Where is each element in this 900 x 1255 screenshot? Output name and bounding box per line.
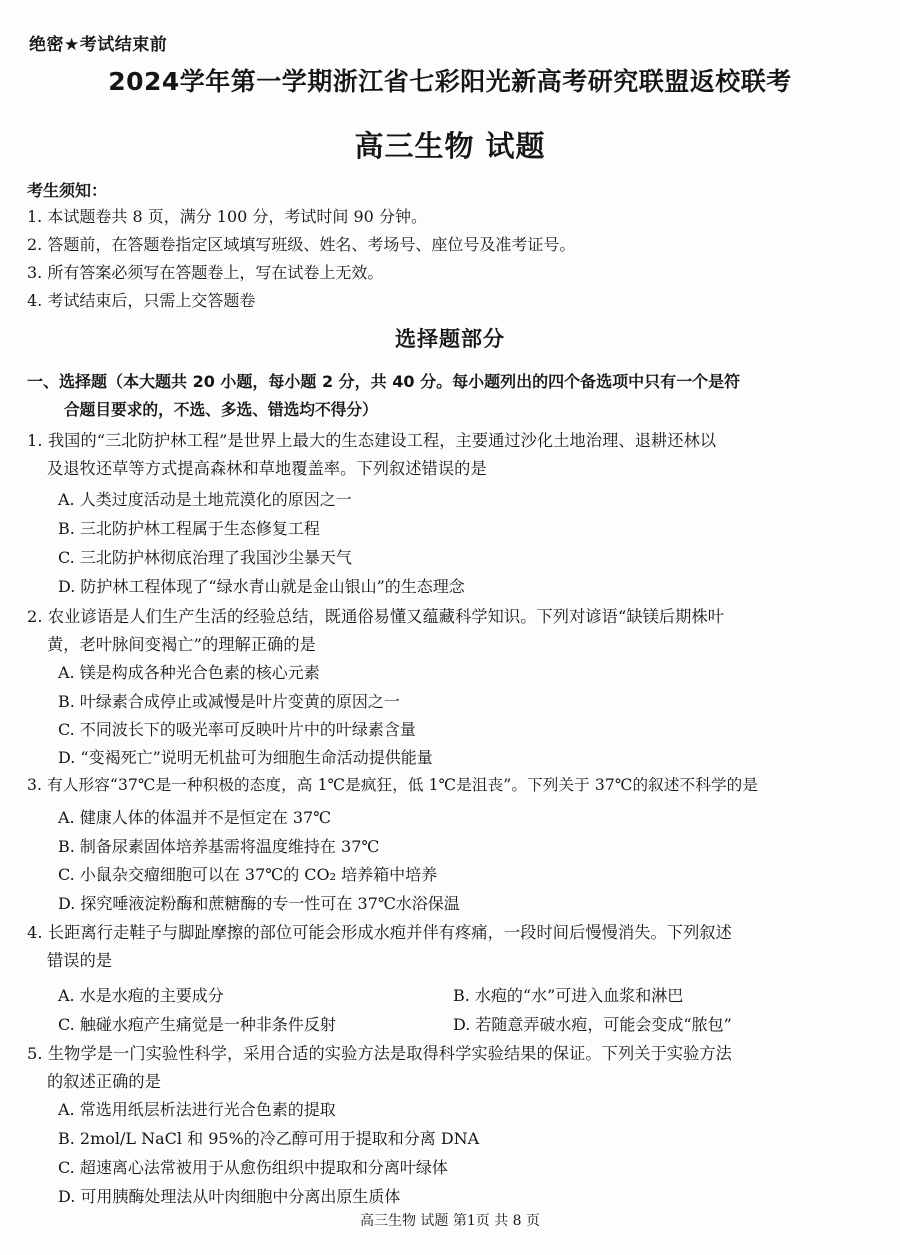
question-4-option: B. 水疱的“水”可进入血浆和淋巴 xyxy=(453,986,684,1005)
question-4-stem: 错误的是 xyxy=(47,951,113,970)
page-footer: 高三生物 试题 第1页 共 8 页 xyxy=(359,1213,541,1229)
notice-item: 1. 本试题卷共 8 页，满分 100 分，考试时间 90 分钟。 xyxy=(27,207,427,226)
question-4-stem: 4. 长距离行走鞋子与脚趾摩擦的部位可能会形成水疱并伴有疼痛，一段时间后慢慢消失。下列叙述 xyxy=(27,923,732,942)
question-1-option: C. 三北防护林彻底治理了我国沙尘暴天气 xyxy=(58,548,352,567)
notice-heading: 考生须知： xyxy=(27,181,108,200)
question-4-option: A. 水是水疱的主要成分 xyxy=(58,986,224,1005)
question-3-option: D. 探究唾液淀粉酶和蔗糖酶的专一性可在 37℃水浴保温 xyxy=(58,894,460,913)
part-heading-line: 合题目要求的，不选、多选、错选均不得分） xyxy=(64,400,378,419)
question-5-option: A. 常选用纸层析法进行光合色素的提取 xyxy=(58,1100,336,1119)
notice-item: 3. 所有答案必须写在答题卷上，写在试卷上无效。 xyxy=(27,263,384,282)
question-2-stem: 2. 农业谚语是人们生产生活的经验总结，既通俗易懂又蕴藏科学知识。下列对谚语“缺镁后期株叶 xyxy=(27,607,725,626)
question-2-option: C. 不同波长下的吸光率可反映叶片中的叶绿素含量 xyxy=(58,720,416,739)
notice-item: 2. 答题前，在答题卷指定区域填写班级、姓名、考场号、座位号及准考证号。 xyxy=(27,235,576,254)
question-3-option: B. 制备尿素固体培养基需将温度维持在 37℃ xyxy=(58,837,380,856)
question-3-stem: 3. 有人形容“37℃是一种积极的态度，高 1℃是疯狂，低 1℃是沮丧”。下列关于 37℃的叙述不科学的是 xyxy=(27,776,759,794)
part-heading-line: 一、选择题（本大题共 20 小题，每小题 2 分，共 40 分。每小题列出的四个备选项中只有一个是符 xyxy=(27,372,741,391)
question-2-option: D. “变褐死亡”说明无机盐可为细胞生命活动提供能量 xyxy=(58,748,433,767)
question-1-stem: 及退牧还草等方式提高森林和草地覆盖率。下列叙述错误的是 xyxy=(47,459,487,478)
question-1-option: A. 人类过度活动是土地荒漠化的原因之一 xyxy=(58,490,352,509)
question-5-option: B. 2mol/L NaCl 和 95%的冷乙醇可用于提取和分离 DNA xyxy=(58,1129,480,1148)
question-5-stem: 的叙述正确的是 xyxy=(47,1072,162,1091)
confidential-label: 绝密★考试结束前 xyxy=(29,35,168,55)
question-2-option: B. 叶绿素合成停止或减慢是叶片变黄的原因之一 xyxy=(58,692,400,711)
question-2-option: A. 镁是构成各种光合色素的核心元素 xyxy=(58,663,320,682)
question-1-stem: 1. 我国的“三北防护林工程”是世界上最大的生态建设工程，主要通过沙化土地治理、退耕还林以 xyxy=(27,431,717,450)
question-3-option: A. 健康人体的体温并不是恒定在 37℃ xyxy=(58,808,332,827)
section-title: 选择题部分 xyxy=(395,327,505,351)
notice-item: 4. 考试结束后，只需上交答题卷 xyxy=(27,291,256,310)
question-2-stem: 黄，老叶脉间变褐亡”的理解正确的是 xyxy=(47,635,316,654)
question-1-option: D. 防护林工程体现了“绿水青山就是金山银山”的生态理念 xyxy=(58,577,465,596)
question-5-stem: 5. 生物学是一门实验性科学，采用合适的实验方法是取得科学实验结果的保证。下列关于实验方法 xyxy=(27,1044,732,1063)
exam-title: 2024学年第一学期浙江省七彩阳光新高考研究联盟返校联考 xyxy=(108,67,792,96)
question-4-option: C. 触碰水疱产生痛觉是一种非条件反射 xyxy=(58,1015,336,1034)
question-5-option: C. 超速离心法常被用于从愈伤组织中提取和分离叶绿体 xyxy=(58,1158,448,1177)
question-3-option: C. 小鼠杂交瘤细胞可以在 37℃的 CO₂ 培养箱中培养 xyxy=(58,865,438,884)
question-5-option: D. 可用胰酶处理法从叶肉细胞中分离出原生质体 xyxy=(58,1187,401,1206)
exam-subtitle: 高三生物 试题 xyxy=(354,129,546,163)
question-4-option: D. 若随意弄破水疱，可能会变成“脓包” xyxy=(453,1015,732,1034)
question-1-option: B. 三北防护林工程属于生态修复工程 xyxy=(58,519,320,538)
